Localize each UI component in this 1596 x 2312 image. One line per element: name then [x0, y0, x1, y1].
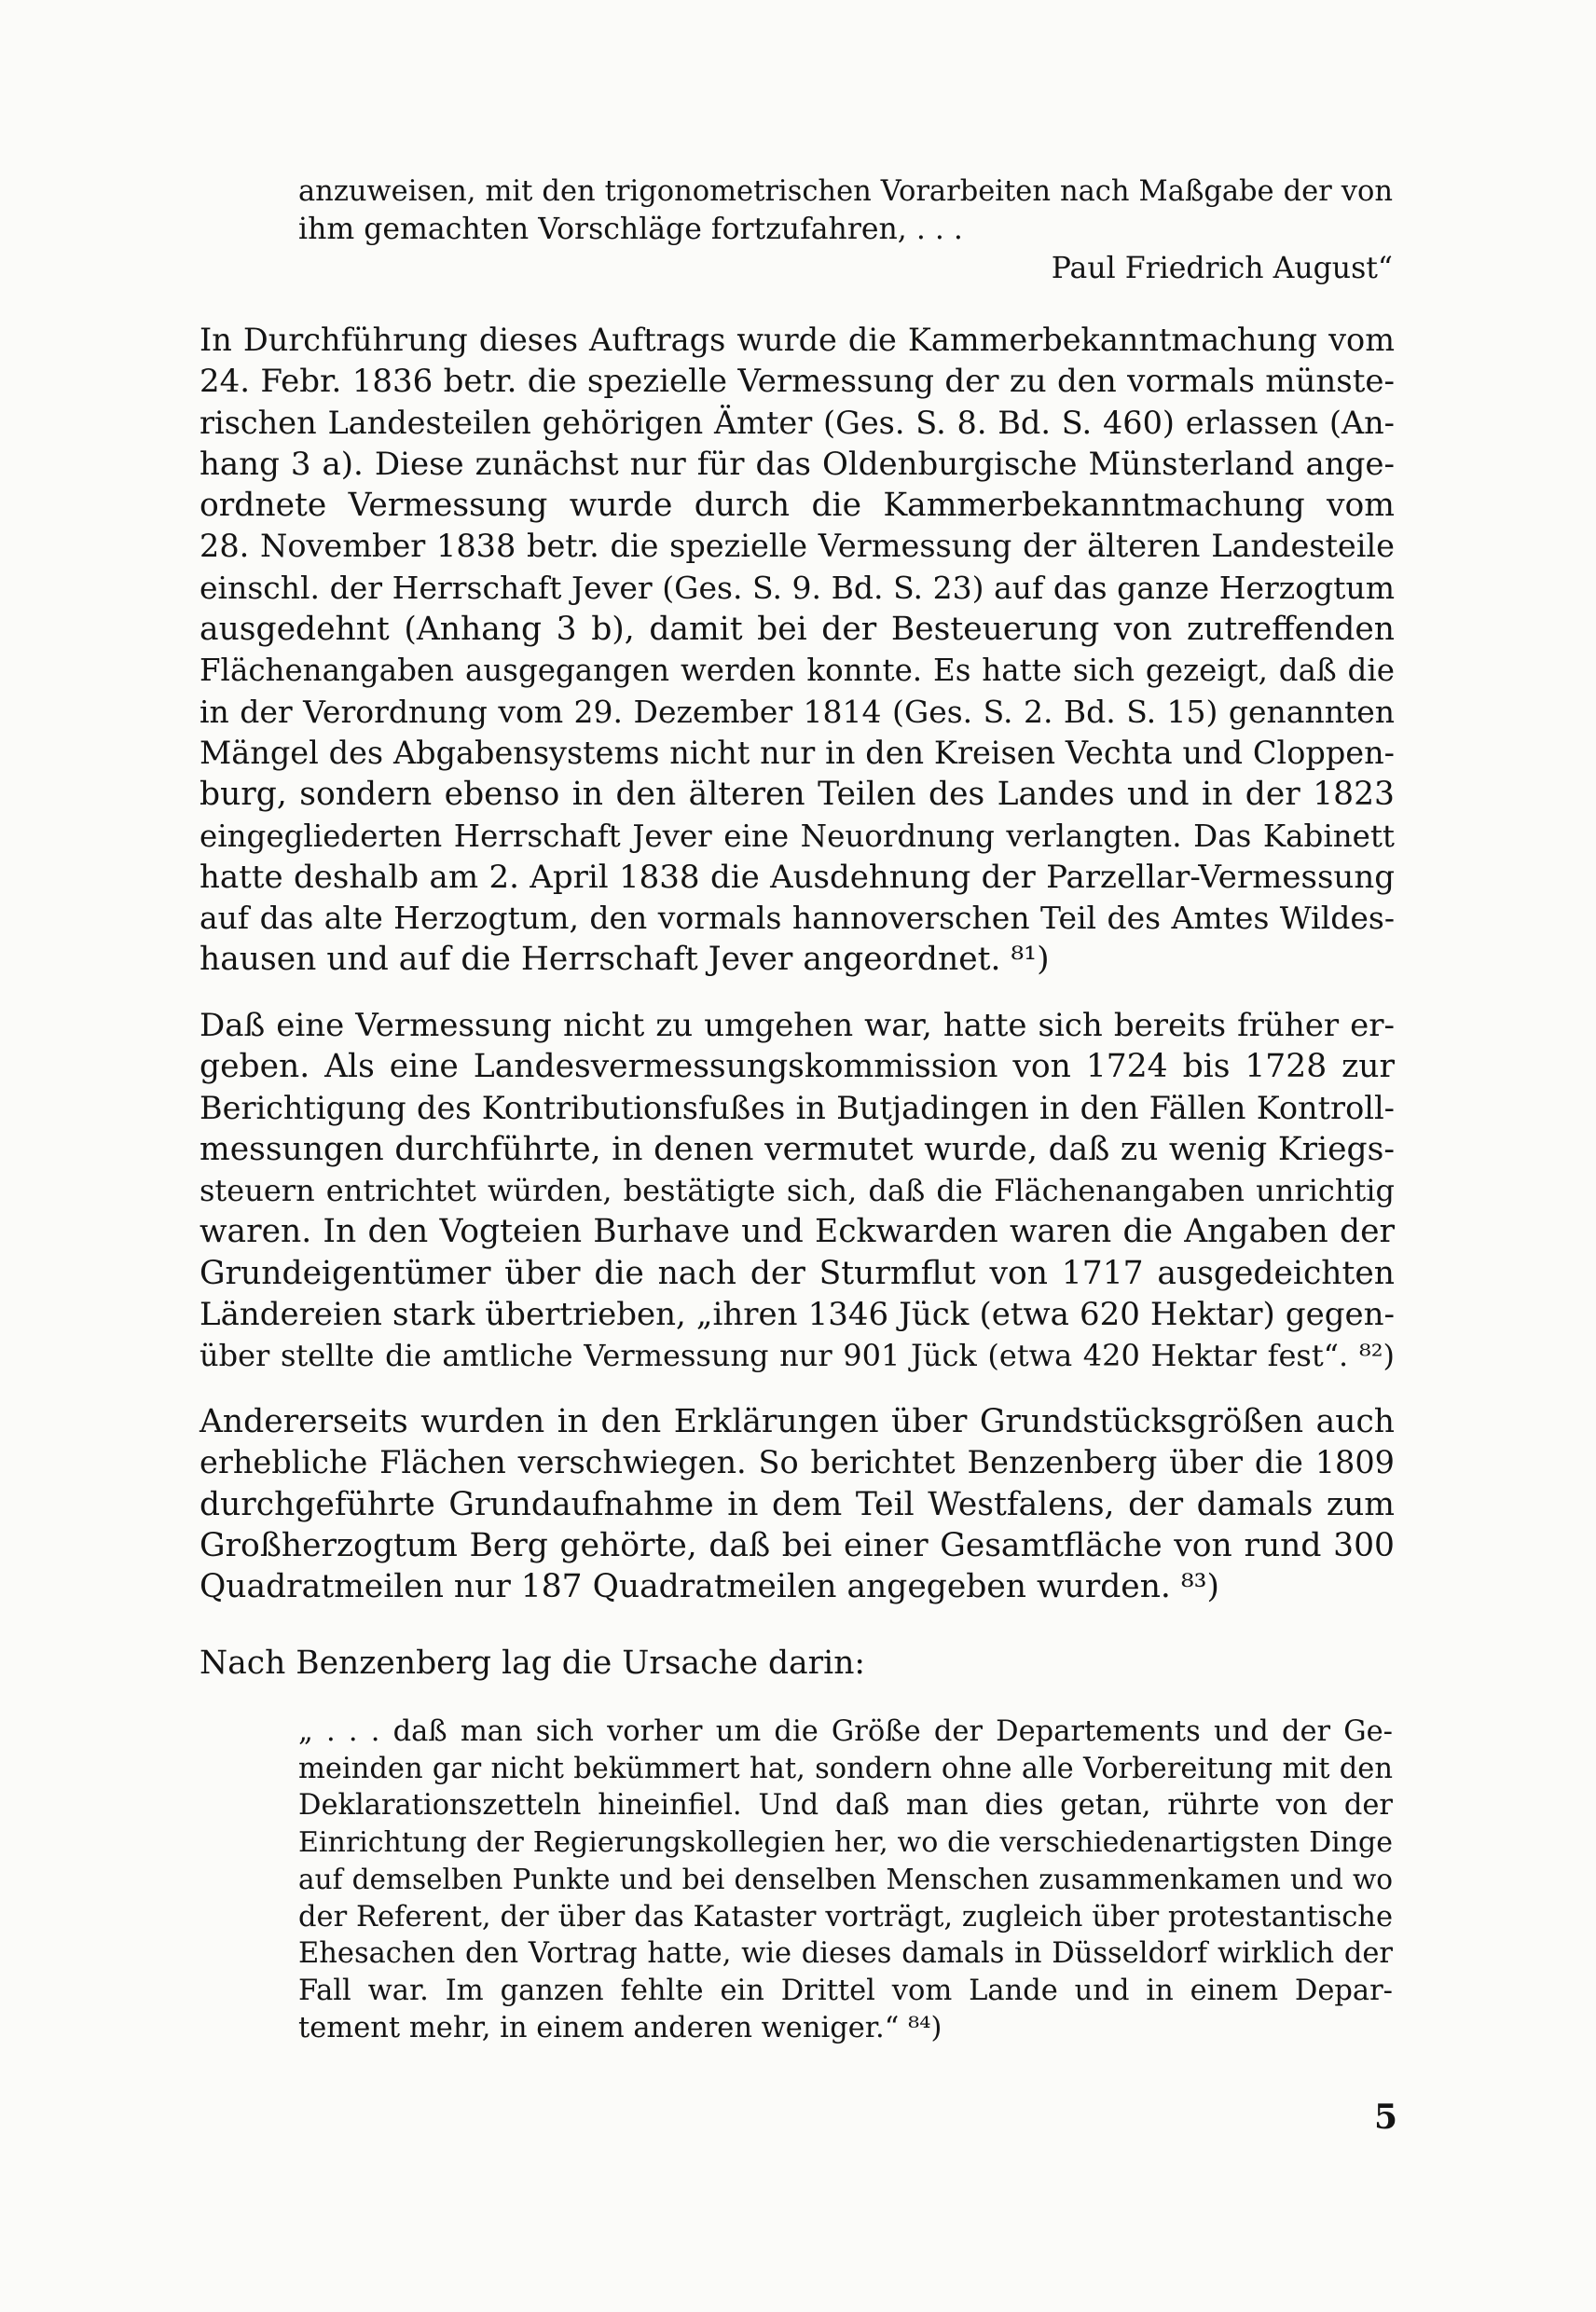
text-line: anzuweisen, mit den trigonometrischen Vorarbeiten nach Maßgabe der von: [298, 175, 1393, 208]
text-line: auf demselben Punkte und bei denselben Menschen zusammenkamen und wo: [298, 1863, 1393, 1895]
text-line: der Referent, der über das Kataster vorträgt, zugleich über protestantische: [298, 1900, 1393, 1934]
text-line: Großherzogtum Berg gehörte, daß bei einer Gesamtfläche von rund 300: [200, 1526, 1395, 1564]
text-line: Andererseits wurden in den Erklärungen über Grundstücksgrößen auch: [200, 1403, 1395, 1440]
text-line: durchgeführte Grundaufnahme in dem Teil Westfalens, der damals zum: [200, 1485, 1395, 1523]
text-line: hang 3 a). Diese zunächst nur für das Oldenburgische Münsterland ange-: [200, 445, 1395, 483]
text-line: Flächenangaben ausgegangen werden konnte. Es hatte sich gezeigt, daß die: [200, 653, 1395, 689]
quote-signature: [298, 250, 1393, 287]
paragraph-2: [200, 1005, 1395, 1377]
text-line: Ehesachen den Vortrag hatte, wie dieses damals in Düsseldorf wirklich der: [298, 1937, 1393, 1971]
text-line: Daß eine Vermessung nicht zu umgehen war, hatte sich bereits früher er-: [200, 1007, 1395, 1044]
text-line: 24. Febr. 1836 betr. die spezielle Vermessung der zu den vormals münste-: [200, 363, 1395, 401]
text-line: über stellte die amtliche Vermessung nur 901 Jück (etwa 420 Hektar fest“. ⁸²): [200, 1338, 1395, 1374]
text-line: 28. November 1838 betr. die spezielle Vermessung der älteren Landesteile: [200, 528, 1395, 565]
paragraph-3: [200, 1401, 1395, 1607]
text-line: auf das alte Herzogtum, den vormals hannoverschen Teil des Amtes Wildes-: [200, 900, 1395, 937]
signature-line: Paul Friedrich August“: [1051, 252, 1393, 285]
text-line: Berichtigung des Kontributionsfußes in Butjadingen in den Fällen Kontroll-: [200, 1089, 1395, 1126]
text-line: hausen und auf die Herrschaft Jever angeordnet. ⁸¹): [200, 941, 1050, 979]
text-line: eingegliederten Herrschaft Jever eine Neuordnung verlangten. Das Kabinett: [200, 818, 1395, 854]
text-line: steuern entrichtet würden, bestätigte sich, daß die Flächenangaben unrichtig: [200, 1173, 1395, 1209]
text-line: Mängel des Abgabensystems nicht nur in den Kreisen Vechta und Cloppen-: [200, 734, 1395, 771]
text-line: tement mehr, in einem anderen weniger.“ ⁸⁴): [298, 2011, 942, 2044]
text-line: ihm gemachten Vorschläge fortzufahren, . . .: [298, 213, 963, 246]
quote-continuation: [298, 173, 1393, 248]
page-number: 5: [1374, 2098, 1398, 2137]
text-line: ausgedehnt (Anhang 3 b), damit bei der Besteuerung von zutreffenden: [200, 611, 1395, 649]
text-line: In Durchführung dieses Auftrags wurde die Kammerbekanntmachung vom: [200, 322, 1395, 358]
text-line: geben. Als eine Landesvermessungskommission von 1724 bis 1728 zur: [200, 1048, 1395, 1086]
text-line: Grundeigentümer über die nach der Sturmflut von 1717 ausgedeichten: [200, 1254, 1395, 1292]
text-line: Nach Benzenberg lag die Ursache darin:: [200, 1645, 866, 1682]
text-line: waren. In den Vogteien Burhave und Eckwarden waren die Angaben der: [200, 1213, 1395, 1251]
text-line: Einrichtung der Regierungskollegien her, wo die verschiedenartigsten Dinge: [298, 1826, 1393, 1860]
text-line: Fall war. Im ganzen fehlte ein Drittel vom Lande und in einem Depar-: [298, 1974, 1393, 2007]
text-line: erhebliche Flächen verschwiegen. So berichtet Benzenberg über die 1809: [200, 1444, 1395, 1481]
text-line: „ . . . daß man sich vorher um die Größe der Departements und der Ge-: [298, 1715, 1393, 1748]
text-line: ordnete Vermessung wurde durch die Kammerbekanntmachung vom: [200, 487, 1395, 525]
text-line: meinden gar nicht bekümmert hat, sondern ohne alle Vorbereitung mit den: [298, 1752, 1393, 1785]
text-line: einschl. der Herrschaft Jever (Ges. S. 9. Bd. S. 23) auf das ganze Herzogtum: [200, 569, 1395, 606]
text-line: Deklarationszetteln hineinfiel. Und daß man dies getan, rührte von der: [298, 1789, 1393, 1823]
text-line: messungen durchführte, in denen vermutet wurde, daß zu wenig Kriegs-: [200, 1130, 1395, 1168]
text-line: Quadratmeilen nur 187 Quadratmeilen angegeben wurden. ⁸³): [200, 1568, 1219, 1606]
paragraph-4: [200, 1643, 1395, 1684]
text-line: rischen Landesteilen gehörigen Ämter (Ges. S. 8. Bd. S. 460) erlassen (An-: [200, 404, 1395, 441]
text-line: hatte deshalb am 2. April 1838 die Ausdehnung der Parzellar-Vermessung: [200, 858, 1395, 896]
text-line: in der Verordnung vom 29. Dezember 1814 (Ges. S. 2. Bd. S. 15) genannten: [200, 693, 1395, 730]
text-line: Ländereien stark übertrieben, „ihren 1346 Jück (etwa 620 Hektar) gegen-: [200, 1296, 1395, 1334]
paragraph-1: [200, 320, 1395, 981]
text-line: burg, sondern ebenso in den älteren Teilen des Landes und in der 1823: [200, 776, 1395, 814]
block-quote: [298, 1713, 1393, 2046]
